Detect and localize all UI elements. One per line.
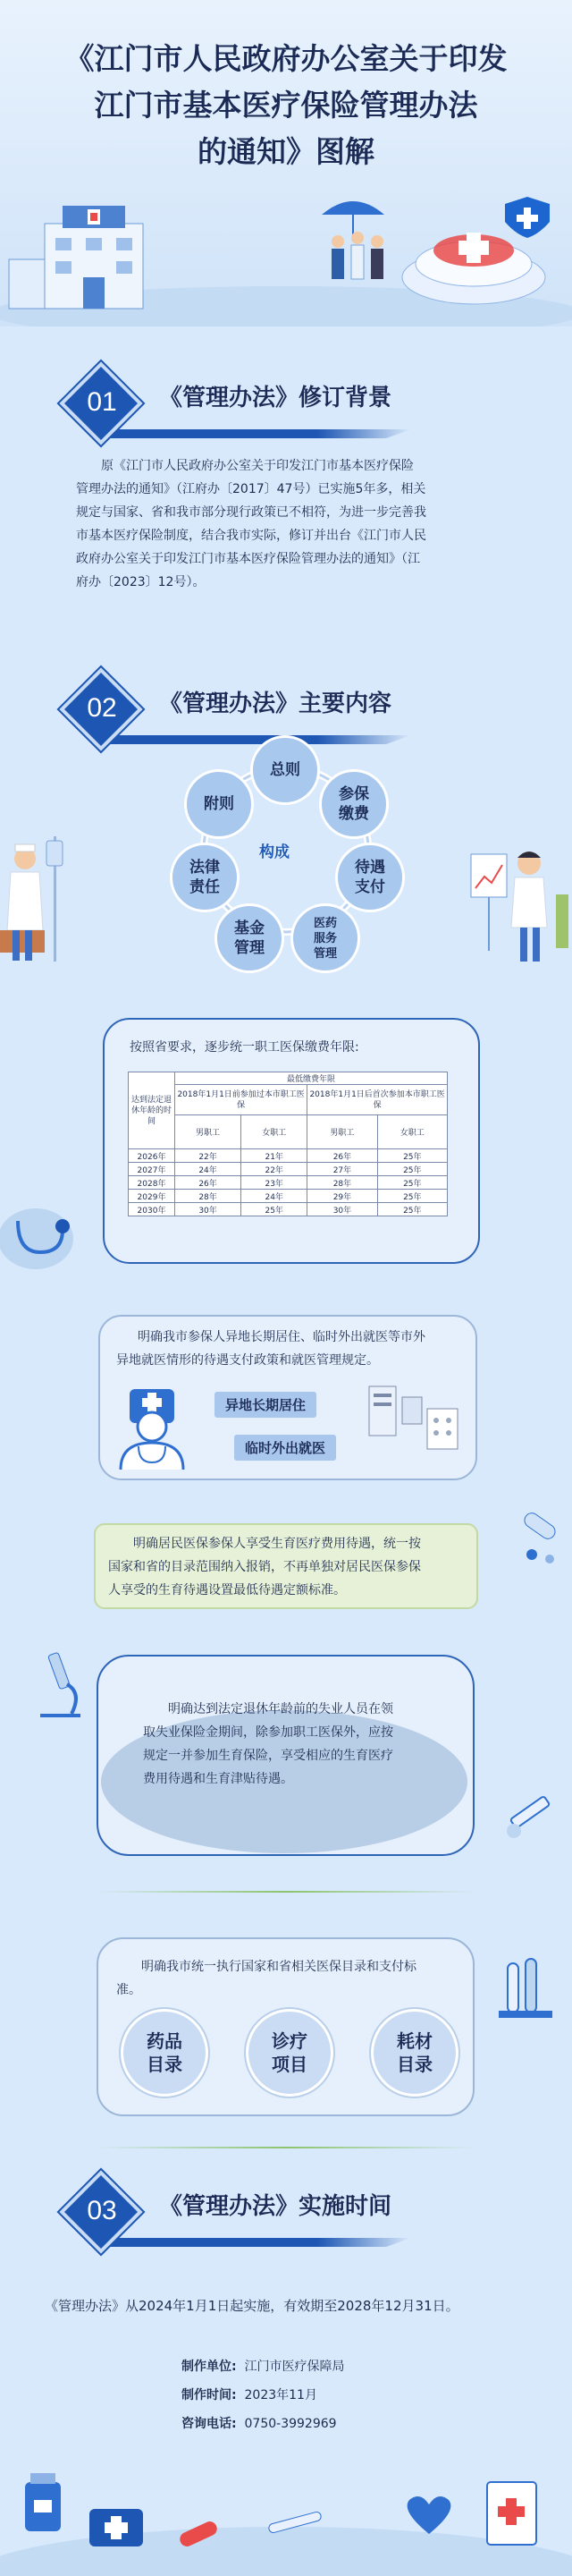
medicine-bottle-icon	[25, 2473, 61, 2531]
paragraph-line: 规定与国家、省和我市部分现行政策已不相符，为进一步完善我	[76, 505, 426, 520]
table-row	[129, 1149, 448, 1163]
composition-ring	[170, 733, 402, 966]
table-top-header: 最低缴费年限	[175, 1072, 448, 1085]
footer-date	[181, 2385, 317, 2403]
table-cell: 25年	[241, 1203, 307, 1216]
table-cell: 2028年	[129, 1176, 175, 1190]
footer-value: 江门市医疗保障局	[244, 2360, 345, 2374]
paragraph-line: 规定一并参加生育保险，享受相应的生育医疗	[143, 1749, 393, 1763]
paragraph-line: 国家和省的目录范围纳入报销，不再单独对居民医保参保	[108, 1560, 421, 1574]
paragraph-line: 明确我市统一执行国家和省相关医保目录和支付标	[141, 1960, 416, 1974]
medical-shield-icon	[402, 197, 550, 304]
unemployed-text	[143, 1698, 451, 1791]
heart-icon	[408, 2496, 451, 2534]
table-cell: 26年	[175, 1176, 241, 1190]
table-cell: 28年	[175, 1190, 241, 1203]
implementation-text: 《管理办法》从2024年1月1日起实施，有效期至2028年12月31日。	[45, 2298, 459, 2314]
table-cell: 27年	[307, 1163, 377, 1176]
main-title	[27, 36, 545, 175]
table-cell: 30年	[307, 1203, 377, 1216]
table-group-header: 2018年1月1日前参加过本市职工医保	[175, 1085, 307, 1115]
doctor-illustration	[467, 845, 572, 966]
paragraph-line: 费用待遇和生育津贴待遇。	[143, 1772, 293, 1786]
resident-maternity-text	[108, 1532, 470, 1602]
nurse-illustration	[0, 832, 72, 966]
remote-card-text	[116, 1326, 469, 1372]
table-row	[129, 1190, 448, 1203]
footer-value: 2023年11月	[244, 2388, 317, 2402]
paragraph-line: 人享受的生育待遇设置最低待遇定额标准。	[108, 1583, 346, 1597]
doctor-avatar-icon	[112, 1382, 192, 1471]
table-cell: 30年	[175, 1203, 241, 1216]
table-sub-header: 男职工	[307, 1115, 377, 1149]
ring-item-medical-services: 医药服务管理	[290, 903, 360, 973]
table-row	[129, 1163, 448, 1176]
section-heading-03	[63, 2174, 438, 2254]
catalog-item-treatment: 诊疗项目	[246, 2009, 333, 2097]
ring-item-enrollment: 参保缴费	[319, 769, 389, 839]
paragraph-line: 明确达到法定退休年龄前的失业人员在领	[168, 1702, 393, 1716]
table-cell: 2029年	[129, 1190, 175, 1203]
ring-item-general: 总则	[250, 735, 320, 805]
header-banner	[0, 0, 572, 326]
stethoscope-icon	[0, 1203, 85, 1275]
table-sub-header: 女职工	[377, 1115, 447, 1149]
table-cell: 28年	[307, 1176, 377, 1190]
section-heading-01	[63, 365, 438, 445]
resident-maternity-card	[94, 1523, 478, 1609]
section-underline	[98, 2238, 411, 2247]
table-row	[129, 1176, 448, 1190]
table-cell: 25年	[377, 1203, 447, 1216]
paragraph-line: 管理办法的通知》（江府办〔2017〕47号）已实施5年多，相关	[76, 482, 426, 496]
title-line: 的通知》图解	[198, 134, 374, 169]
table-sub-header: 男职工	[175, 1115, 241, 1149]
table-group-header: 2018年1月1日后首次参加本市职工医保	[307, 1085, 448, 1115]
background-paragraph	[76, 454, 496, 594]
section-title: 《管理办法》主要内容	[159, 691, 392, 717]
title-line: 江门市基本医疗保险管理办法	[94, 88, 478, 123]
table-cell: 2026年	[129, 1149, 175, 1163]
section-title: 《管理办法》修订背景	[159, 385, 392, 411]
table-cell: 22年	[175, 1149, 241, 1163]
medical-equipment-icon	[365, 1377, 463, 1458]
paragraph-line: 府办〔2023〕12号）。	[76, 575, 206, 589]
ring-center-label: 构成	[259, 843, 290, 861]
paragraph-line: 原《江门市人民政府办公室关于印发江门市基本医疗保险	[101, 459, 414, 473]
first-aid-kit-icon	[89, 2509, 143, 2546]
people-umbrella-icon	[322, 201, 384, 279]
unemployed-card	[97, 1655, 475, 1856]
header-illustration	[0, 179, 572, 326]
ring-item-fund: 基金管理	[214, 903, 284, 973]
paragraph-line: 明确居民医保参保人享受生育医疗费用待遇，统一按	[133, 1537, 421, 1551]
ring-item-legal: 法律责任	[170, 843, 240, 912]
tag-long-term-residence: 异地长期居住	[214, 1392, 316, 1418]
title-line: 《江门市人民政府办公室关于印发	[64, 41, 508, 76]
footer-phone	[181, 2414, 337, 2432]
table-cell: 26年	[307, 1149, 377, 1163]
table-row	[129, 1203, 448, 1216]
footer-producer	[181, 2357, 345, 2375]
bottom-medical-icons	[0, 2455, 572, 2576]
table-cell: 2030年	[129, 1203, 175, 1216]
paragraph-line: 市基本医疗保险制度，结合我市实际，修订并出台《江门市人民	[76, 529, 426, 543]
table-corner-header: 达到法定退休年龄的时间	[129, 1072, 175, 1149]
paragraph-line: 取失业保险金期间，除参加职工医保外，应按	[143, 1725, 393, 1740]
table-cell: 24年	[175, 1163, 241, 1176]
table-cell: 25年	[377, 1163, 447, 1176]
ring-item-appendix: 附则	[184, 769, 254, 839]
medical-clipboard-icon	[487, 2482, 536, 2545]
catalog-item-drugs: 药品目录	[121, 2009, 208, 2097]
footer-value: 0750-3992969	[244, 2417, 337, 2431]
table-cell: 25年	[377, 1190, 447, 1203]
table-cell: 25年	[377, 1149, 447, 1163]
catalog-item-consumables: 耗材目录	[371, 2009, 458, 2097]
test-tubes-icon	[490, 1950, 570, 2030]
section-number: 03	[87, 2196, 117, 2225]
paragraph-line: 政府办公室关于印发江门市基本医疗保险管理办法的通知》（江	[76, 552, 420, 566]
footer-label: 咨询电话:	[181, 2417, 237, 2431]
pills-icon	[514, 1510, 568, 1572]
table-sub-header: 女职工	[241, 1115, 307, 1149]
hospital-icon	[9, 206, 143, 309]
paragraph-line: 明确我市参保人异地长期居住、临时外出就医等市外	[138, 1330, 425, 1344]
fee-card-intro: 按照省要求，逐步统一职工医保缴费年限:	[130, 1040, 359, 1055]
microscope-icon	[27, 1644, 89, 1724]
footer-label: 制作单位:	[181, 2360, 237, 2374]
table-cell: 21年	[241, 1149, 307, 1163]
table-cell: 22年	[241, 1163, 307, 1176]
divider	[98, 1891, 474, 1893]
section-number: 02	[87, 693, 117, 723]
table-cell: 23年	[241, 1176, 307, 1190]
paragraph-line: 准。	[116, 1983, 141, 1997]
table-cell: 29年	[307, 1190, 377, 1203]
paragraph-line: 异地就医情形的待遇支付政策和就医管理规定。	[116, 1353, 379, 1368]
table-cell: 25年	[377, 1176, 447, 1190]
section-title: 《管理办法》实施时间	[159, 2193, 392, 2220]
section-number: 01	[87, 387, 117, 417]
divider	[98, 2147, 474, 2148]
table-cell: 2027年	[129, 1163, 175, 1176]
footer-label: 制作时间:	[181, 2388, 237, 2402]
section-underline	[98, 429, 411, 438]
table-cell: 24年	[241, 1190, 307, 1203]
tag-temporary-travel: 临时外出就医	[234, 1435, 336, 1461]
ring-item-benefits: 待遇支付	[335, 843, 405, 912]
catalog-text	[116, 1955, 465, 2002]
syringe-icon	[496, 1775, 568, 1847]
fee-years-table	[128, 1072, 448, 1216]
